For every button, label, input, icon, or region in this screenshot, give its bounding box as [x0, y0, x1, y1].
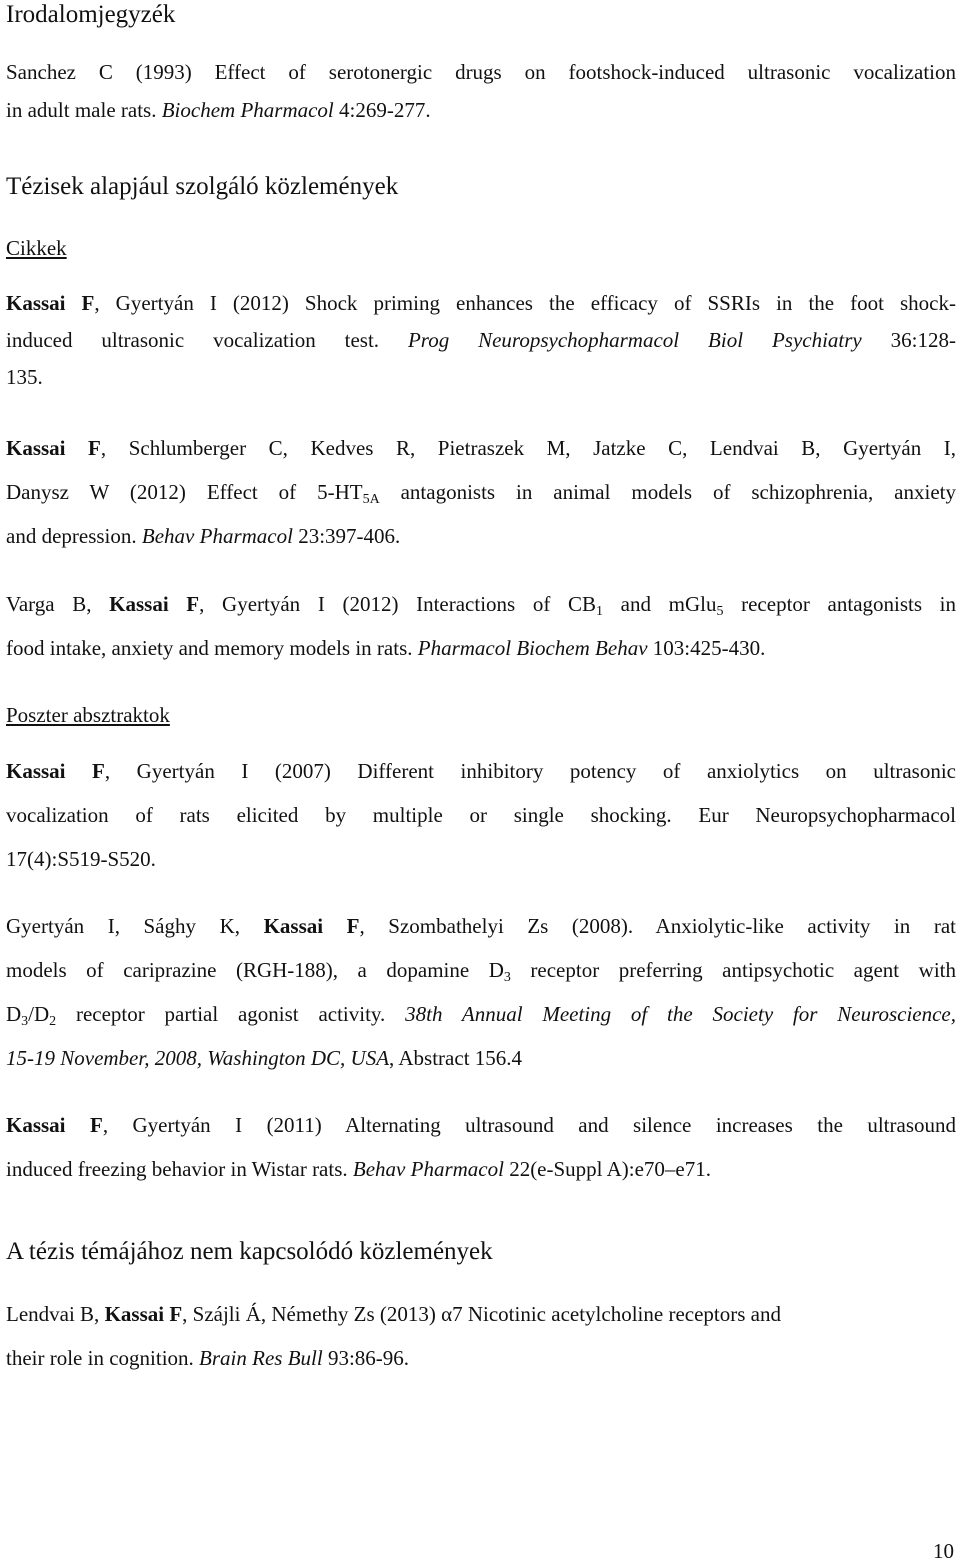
article-1: [6, 281, 956, 399]
reference-line: Danysz W (2012) Effect of $5-HT_{5A}$ antagonists in animal models of schizophrenia, anxiety: [6, 480, 956, 507]
reference-line: 135.: [6, 365, 43, 389]
reference-line: food intake, anxiety and memory models in rats. Pharmacol Biochem Behav 103:425-430.: [6, 636, 766, 660]
heading-theses: Tézisek alapjául szolgáló közlemények: [6, 173, 399, 200]
poster-1: [6, 749, 956, 881]
reference-line: Sanchez C (1993) Effect of serotonergic drugs on footshock-induced ultrasonic vocalization: [6, 60, 956, 84]
author-highlight: Kassai F: [6, 1113, 103, 1137]
reference-line: 17(4):S519-S520.: [6, 847, 156, 871]
author-highlight: Kassai F: [6, 291, 95, 315]
author-highlight: Kassai F: [104, 1302, 183, 1326]
journal-name: Behav Pharmacol: [141, 524, 293, 548]
journal-name: 38th Annual Meeting of the Society for Neuroscience,: [405, 1002, 956, 1026]
reference-line: induced freezing behavior in Wistar rats. Behav Pharmacol 22(e-Suppl A):e70–e71.: [6, 1157, 711, 1181]
unrelated-1: [6, 1292, 956, 1380]
journal-name: Prog Neuropsychopharmacol Biol Psychiatry: [407, 328, 862, 352]
subheading-articles: Cikkek: [6, 236, 67, 260]
reference-line: vocalization of rats elicited by multiple or single shocking. Eur Neuropsychopharmacol: [6, 803, 956, 827]
journal-name: Pharmacol Biochem Behav: [417, 636, 648, 660]
author-highlight: Kassai F: [109, 592, 200, 616]
reference-line: 15-19 November, 2008, Washington DC, USA, Abstract 156.4: [6, 1046, 523, 1070]
reference-line: Kassai F, Gyertyán I (2007) Different inhibitory potency of anxiolytics on ultrasonic: [6, 759, 957, 783]
journal-name: Biochem Pharmacol: [161, 98, 334, 122]
subheading-posters: Poszter absztraktok: [6, 703, 170, 727]
reference-line: and depression. Behav Pharmacol 23:397-406.: [6, 524, 401, 548]
reference-line: $D_3/D_2$ receptor partial agonist activity. 38th Annual Meeting of the Society for Neuroscience,: [6, 1002, 956, 1029]
poster-2: [6, 904, 956, 1080]
reference-line: Kassai F, Schlumberger C, Kedves R, Pietraszek M, Jatzke C, Lendvai B, Gyertyán I,: [6, 436, 956, 460]
article-2: [6, 426, 956, 558]
page-number: 10: [933, 1539, 954, 1563]
journal-name: Brain Res Bull: [199, 1346, 323, 1370]
heading-references: Irodalomjegyzék: [6, 1, 176, 28]
reference-sanchez: [6, 50, 956, 132]
reference-line: models of cariprazine (RGH-188), a dopamine $D_3$ receptor preferring antipsychotic agent with: [6, 958, 956, 985]
author-highlight: Kassai F: [263, 914, 360, 938]
reference-line: Gyertyán I, Sághy K, Kassai F, Szombathelyi Zs (2008). Anxiolytic-like activity in rat: [6, 914, 957, 938]
heading-unrelated: A tézis témájához nem kapcsolódó közlemények: [6, 1238, 493, 1265]
reference-line: Lendvai B, Kassai F, Szájli Á, Némethy Zs (2013) α7 Nicotinic acetylcholine receptors and: [6, 1302, 781, 1326]
reference-line: Kassai F, Gyertyán I (2012) Shock priming enhances the efficacy of SSRIs in the foot shock-: [6, 291, 956, 315]
reference-line: their role in cognition. Brain Res Bull 93:86-96.: [6, 1346, 410, 1370]
author-highlight: Kassai F: [6, 436, 101, 460]
journal-name: Behav Pharmacol: [352, 1157, 504, 1181]
journal-name: 15-19 November, 2008, Washington DC, USA: [6, 1046, 390, 1070]
reference-line: Varga B, Kassai F, Gyertyán I (2012) Interactions of $CB_1$ and mGlu$_5$ receptor antagonists in: [6, 592, 957, 619]
reference-line: Kassai F, Gyertyán I (2011) Alternating ultrasound and silence increases the ultrasound: [6, 1113, 956, 1137]
reference-line: in adult male rats. Biochem Pharmacol 4:269-277.: [6, 98, 431, 122]
author-highlight: Kassai F: [6, 759, 105, 783]
article-3: [6, 582, 956, 670]
reference-line: induced ultrasonic vocalization test. Prog Neuropsychopharmacol Biol Psychiatry 36:128-: [6, 328, 956, 352]
poster-3: [6, 1103, 956, 1191]
